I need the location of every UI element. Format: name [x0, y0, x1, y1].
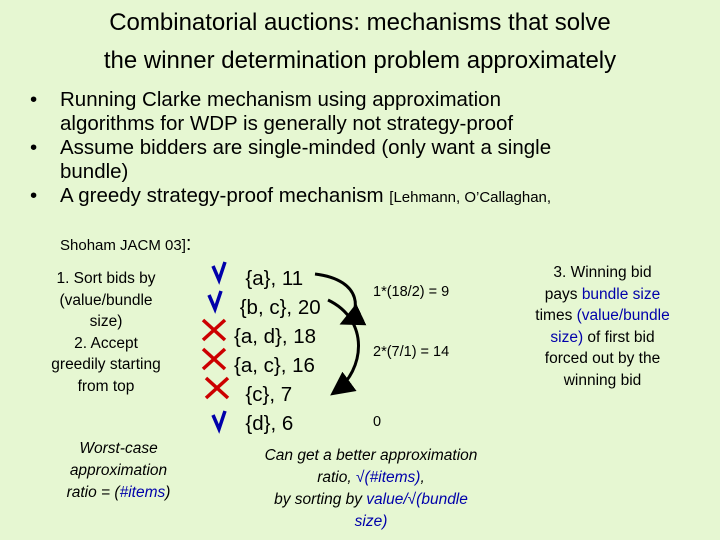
bullet-greedy [30, 184, 710, 210]
bullet-clarke [30, 88, 710, 136]
bid-item: {a, c}, 16 [234, 354, 315, 377]
check-icon [213, 411, 225, 429]
bullet-greedy-text: A greedy strategy-proof mechanism [60, 184, 390, 207]
step3-value-bundle: (value/bundle [576, 307, 670, 324]
citation-part-1: [Lehmann, O’Callaghan, [389, 189, 552, 206]
bullet-clarke-line-1: Running Clarke mechanism using approximation [60, 88, 501, 111]
bullet-single-minded-line-2: bundle) [60, 160, 129, 183]
note-sorting: by sorting by [274, 491, 367, 508]
payment-1: 1*(18/2) = 9 [373, 284, 450, 300]
worst-case-ratio-suffix: ) [165, 484, 171, 501]
citation-part-2: Shoham JACM 03] [60, 237, 186, 254]
step3-first-bid: of first bid [583, 328, 655, 346]
worst-case-ratio-prefix: ratio = ( [66, 484, 120, 501]
worst-case-line-1: Worst-case [79, 440, 158, 457]
step3-bundle-size: bundle size [581, 285, 661, 303]
step3-pays: pays [544, 285, 582, 303]
step3-line-6: winning bid [563, 371, 642, 389]
bid-item: {a}, 11 [234, 267, 304, 290]
check-icon [213, 262, 225, 280]
step1-line-3: size) [89, 313, 123, 330]
bullet-dot: • [30, 88, 38, 111]
note-line-4: size) [354, 513, 388, 530]
step3-times: times [535, 307, 577, 324]
step3-line-1: 3. Winning bid [553, 264, 652, 281]
bullet-single-minded-line-1: Assume bidders are single-minded (only want a single [60, 136, 552, 159]
note-sqrt-items: √(#items) [355, 469, 421, 486]
bullet-dot: • [30, 136, 38, 159]
note-ratio: ratio, [317, 469, 356, 486]
bid-item: {d}, 6 [234, 412, 294, 435]
worst-case-items: #items [119, 484, 166, 501]
step2-line-1: 2. Accept [74, 334, 138, 352]
step2-line-3: from top [77, 377, 135, 395]
step3-box [500, 262, 705, 391]
note-line-3 [240, 489, 502, 511]
step3-line-5: forced out by the [544, 350, 661, 367]
bullet-list [30, 88, 710, 210]
step2-line-2: greedily starting [51, 356, 161, 373]
check-icon [209, 291, 221, 309]
cross-icon [203, 349, 225, 369]
approximation-note [240, 445, 502, 533]
bid-item: {b, c}, 20 [234, 296, 321, 319]
forced-out-arrows [300, 260, 380, 440]
note-comma: , [420, 469, 425, 486]
step1-line-2: (value/bundle [59, 291, 153, 309]
worst-case-note [46, 438, 191, 504]
bullet-single-minded [30, 136, 710, 184]
step3-line-3 [500, 305, 705, 327]
title-line-2: the winner determination problem approximately [103, 47, 617, 74]
payment-3: 0 [373, 414, 382, 430]
cross-icon [203, 320, 225, 340]
steps-box [36, 268, 176, 397]
payment-2: 2*(7/1) = 14 [373, 344, 450, 360]
bid-item: {c}, 7 [234, 383, 293, 406]
citation-colon: : [185, 233, 192, 255]
note-line-1: Can get a better approximation [264, 447, 478, 464]
step3-size: size) [550, 328, 584, 346]
slide-title [0, 4, 720, 80]
worst-case-line-3 [46, 482, 191, 504]
bullet-dot: • [30, 184, 38, 207]
cross-icon [206, 378, 228, 398]
step1-line-1: 1. Sort bids by [56, 270, 156, 287]
step3-line-4 [500, 327, 705, 349]
worst-case-line-2: approximation [69, 462, 168, 479]
title-line-1: Combinatorial auctions: mechanisms that solve [109, 9, 611, 36]
note-line-2 [240, 467, 502, 489]
citation-line-2 [60, 233, 191, 256]
bullet-clarke-line-2: algorithms for WDP is generally not strategy-proof [60, 112, 514, 135]
bid-item: {a, d}, 18 [234, 325, 317, 348]
note-value-sqrt: value/√(bundle [366, 491, 468, 508]
step3-line-2 [500, 284, 705, 306]
